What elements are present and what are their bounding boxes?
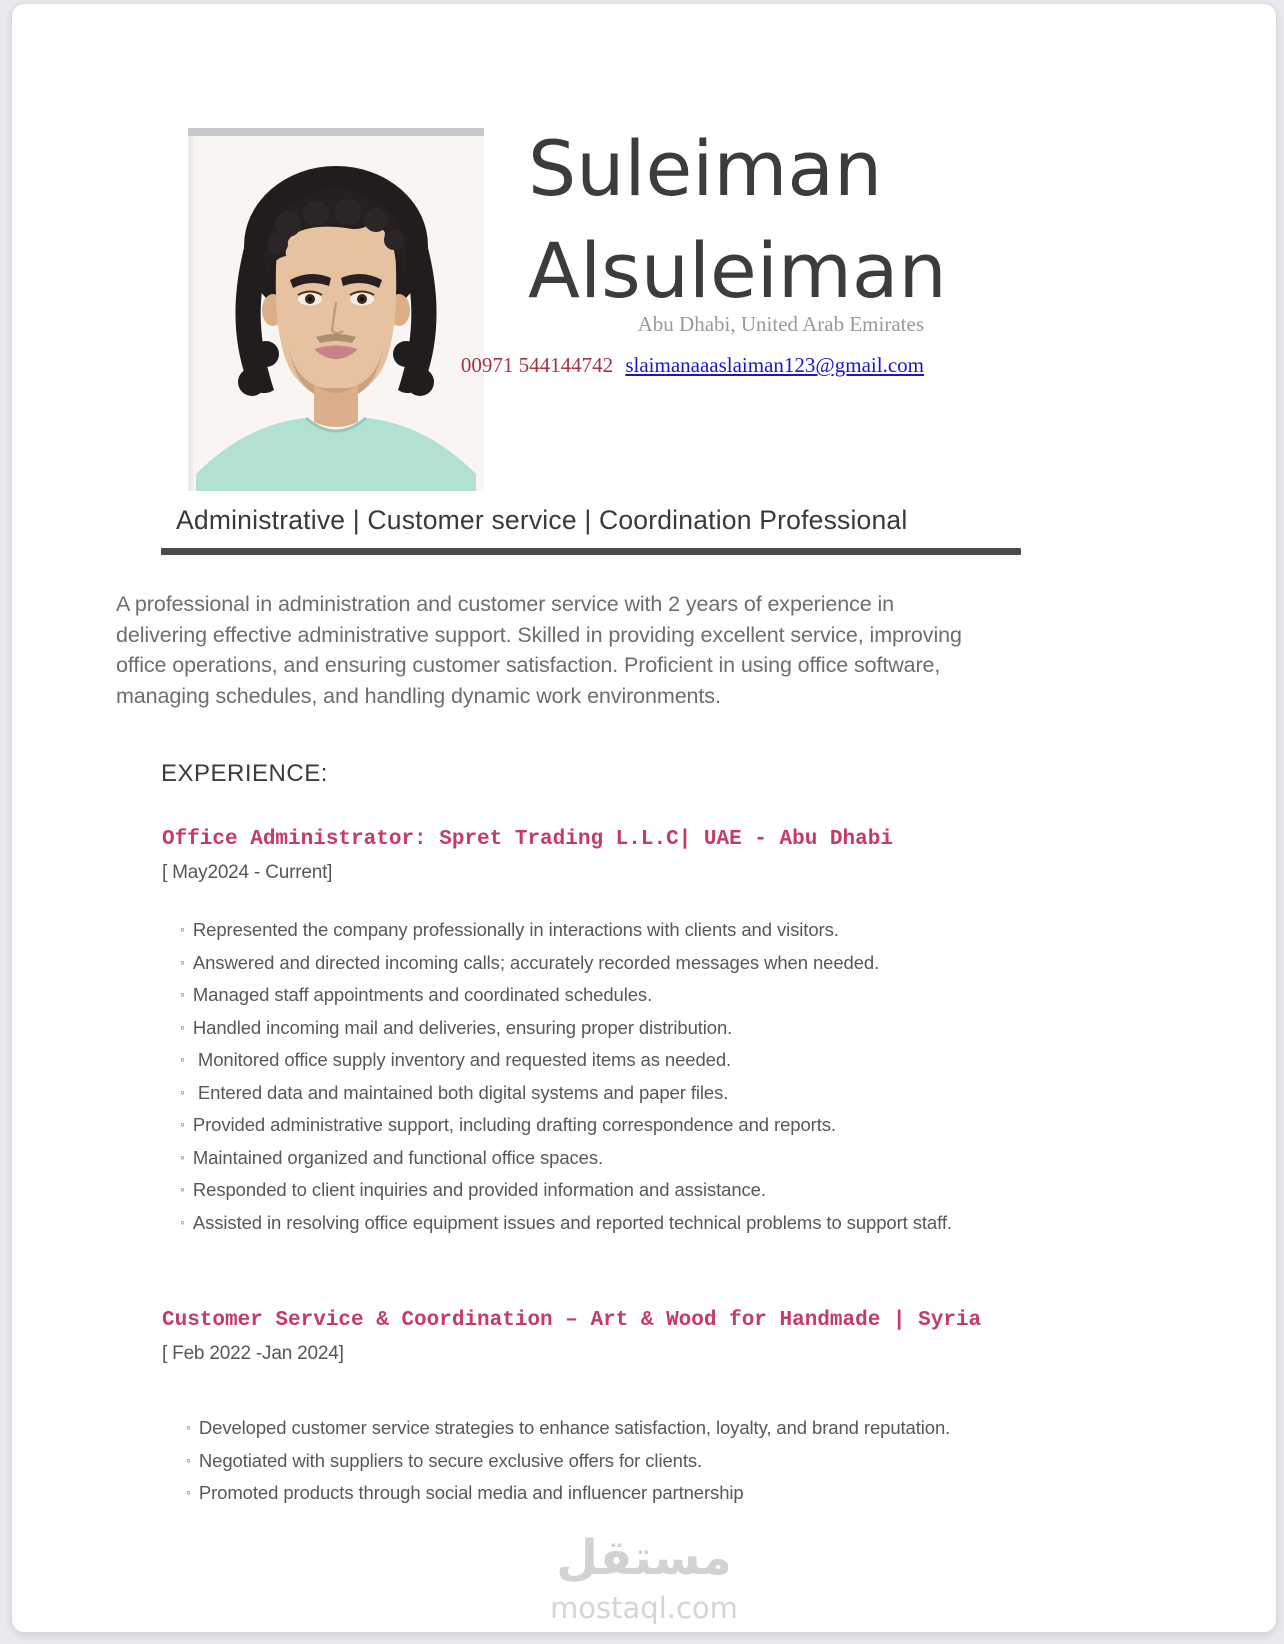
- candidate-first-name: Suleiman: [528, 124, 883, 213]
- bullet-marker: ◦: [180, 921, 185, 937]
- candidate-last-name: Alsuleiman: [528, 226, 947, 315]
- candidate-name: [528, 118, 1088, 322]
- bullet-text: Provided administrative support, including drafting correspondence and reports.: [192, 1114, 836, 1135]
- bullet-marker: ◦: [180, 1018, 185, 1035]
- bullet-marker: ◦: [180, 1148, 185, 1165]
- bullet-marker: ◦: [186, 1484, 191, 1500]
- email-link[interactable]: slaimanaaaslaiman123@gmail.com: [625, 353, 924, 377]
- bullet-marker: ◦: [180, 953, 185, 970]
- bullet-item: [180, 1109, 1260, 1142]
- headline: Administrative | Customer service | Coordination Professional: [176, 505, 908, 535]
- summary-line: delivering effective administrative support. Skilled in providing excellent service, improving: [116, 622, 962, 647]
- bullet-marker: ◦: [180, 1213, 185, 1230]
- summary-line: A professional in administration and customer service with 2 years of experience in: [116, 592, 895, 616]
- bullet-item: [180, 979, 1260, 1012]
- bullet-item: [180, 1077, 1260, 1110]
- bullet-text: Negotiated with suppliers to secure exclusive offers for clients.: [198, 1449, 703, 1471]
- bullet-item: [186, 1412, 1266, 1445]
- summary-line: office operations, and ensuring customer satisfaction. Proficient in using office software,: [116, 653, 941, 677]
- bullet-text: Entered data and maintained both digital systems and paper files.: [192, 1081, 729, 1103]
- bullet-marker: ◦: [180, 986, 185, 1002]
- job-title-office-administrator: Office Administrator: Spret Trading L.L.C| UAE - Abu Dhabi: [162, 828, 893, 851]
- bullet-item: [180, 914, 1260, 947]
- bullet-item: [180, 1174, 1260, 1207]
- bullet-marker: ◦: [180, 1116, 185, 1132]
- bullet-text: Handled incoming mail and deliveries, ensuring proper distribution.: [192, 1016, 733, 1038]
- bullet-item: [186, 1477, 1266, 1510]
- headline-divider: [161, 548, 1021, 555]
- bullet-text: Managed staff appointments and coordinated schedules.: [192, 984, 653, 1005]
- bullet-text: Responded to client inquiries and provided information and assistance.: [192, 1179, 766, 1200]
- bullet-text: Maintained organized and functional office spaces.: [192, 1146, 604, 1168]
- bullet-text: Answered and directed incoming calls; accurately recorded messages when needed.: [192, 951, 880, 973]
- job-title-customer-service: Customer Service & Coordination – Art & Wood for Handmade | Syria: [162, 1309, 982, 1332]
- bullet-item: [180, 1044, 1260, 1077]
- bullet-item: [180, 947, 1260, 980]
- bullet-item: [180, 1012, 1260, 1045]
- bullet-marker: ◦: [180, 1083, 185, 1100]
- resume-page: [11, 3, 1277, 1633]
- phone-number: 00971 544144742: [460, 353, 614, 377]
- contact-line: [448, 353, 924, 378]
- job-bullet-list: [186, 1412, 1266, 1510]
- bullet-marker: ◦: [186, 1451, 191, 1468]
- location-text: Abu Dhabi, United Arab Emirates: [637, 312, 924, 336]
- bullet-marker: ◦: [180, 1051, 185, 1067]
- profile-photo: [188, 128, 484, 491]
- mostaql-arabic-logo: مستقل: [556, 1530, 732, 1586]
- bullet-text: Represented the company professionally in interactions with clients and visitors.: [192, 919, 839, 940]
- bullet-text: Monitored office supply inventory and requested items as needed.: [192, 1049, 732, 1070]
- bullet-item: [180, 1207, 1260, 1240]
- bullet-text: Assisted in resolving office equipment issues and reported technical problems to support staff.: [192, 1211, 952, 1233]
- experience-heading: EXPERIENCE:: [161, 760, 328, 787]
- bullet-item: [186, 1445, 1266, 1478]
- bullet-text: Developed customer service strategies to enhance satisfaction, loyalty, and brand reputation.: [198, 1417, 951, 1438]
- job-bullet-list: [180, 914, 1260, 1239]
- watermark: [12, 1528, 1276, 1626]
- bullet-item: [180, 1142, 1260, 1175]
- bullet-marker: ◦: [180, 1181, 185, 1197]
- job-dates: [ Feb 2022 -Jan 2024]: [162, 1343, 344, 1364]
- summary: [116, 589, 1096, 711]
- mostaql-domain-text: mostaql.com: [550, 1591, 738, 1625]
- summary-line: managing schedules, and handling dynamic work environments.: [116, 683, 721, 708]
- bullet-text: Promoted products through social media and influencer partnership: [198, 1482, 744, 1503]
- bullet-marker: ◦: [186, 1419, 191, 1435]
- job-dates: [ May2024 - Current]: [162, 862, 333, 883]
